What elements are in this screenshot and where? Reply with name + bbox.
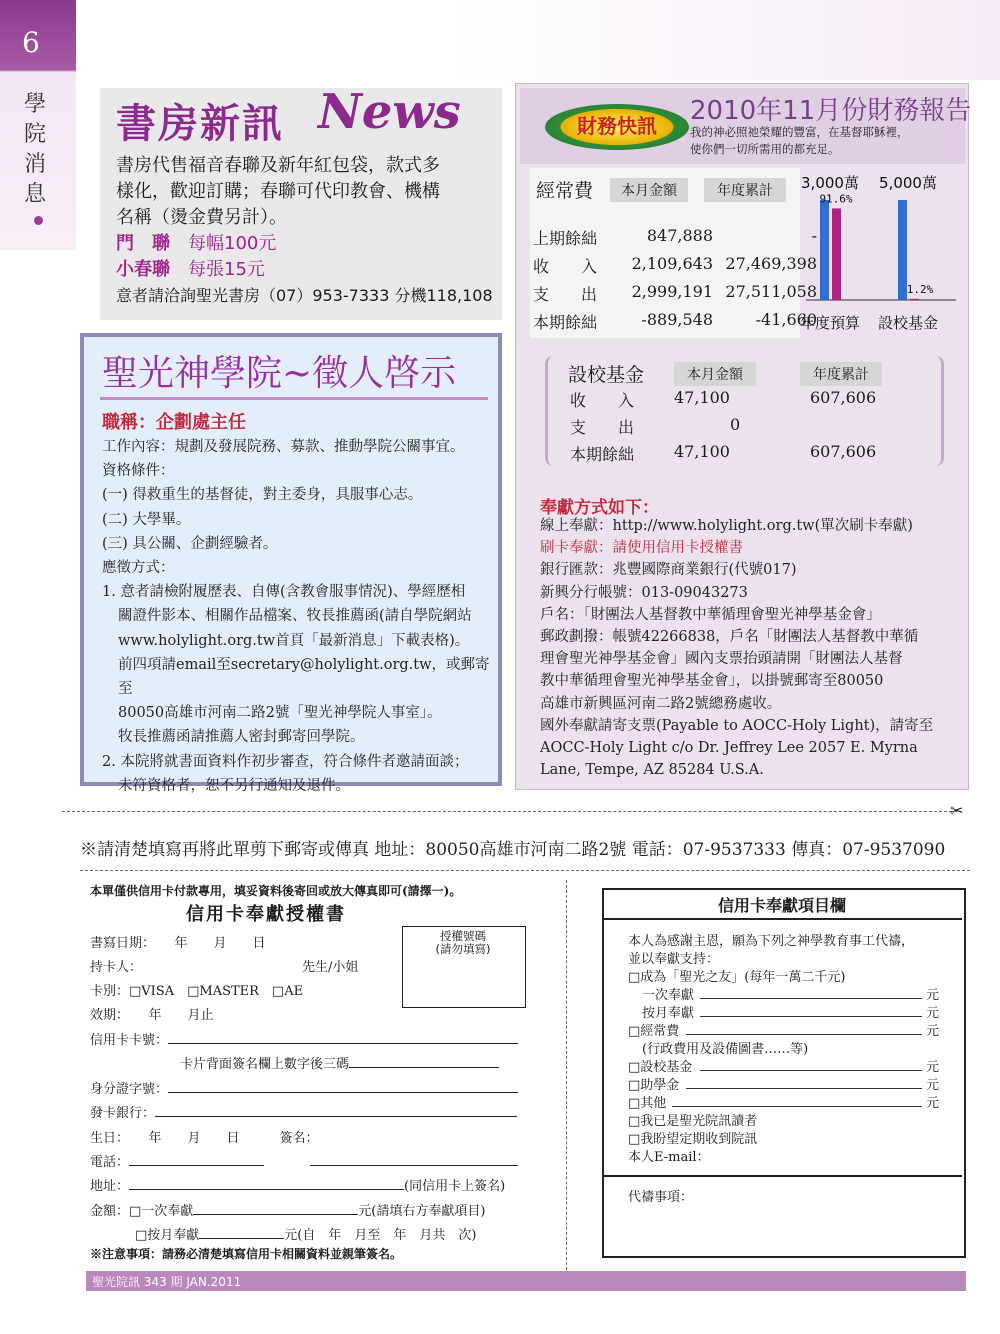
verse [690,124,960,158]
fund-label: 設校基金 [568,364,645,386]
job-line: 未符資格者，恕不另行通知及退件。 [118,777,350,794]
chart-category-label: 年度預算 [800,314,861,332]
subscribe-checkbox[interactable]: □我盼望定期收到院訊 [628,1132,758,1147]
birthday-field[interactable]: 生日： 年 月 日 簽名： [90,1131,319,1146]
unit-label: 元 [926,1060,940,1075]
unit-label: 元 [926,1078,940,1093]
job-body [102,435,492,798]
form-top-rule [80,870,970,871]
unit-label: 元 [926,1096,940,1111]
unit-label: 元 [926,988,940,1003]
job-line: 前四項請email至secretary@holylight.org.tw，或郵寄至 [118,656,490,698]
report-title: 2010年11月份財務報告 [690,96,972,126]
once-amount-line[interactable] [700,984,922,999]
chart-bar [832,208,841,300]
news-title-script: News [318,84,461,140]
job-position: 職稱：企劃處主任 [102,412,246,433]
monthly-label: 按月奉獻 [642,1006,695,1021]
card-number-field[interactable]: 信用卡卡號： [90,1029,518,1048]
news-body [116,153,496,309]
giving-title: 奉獻方式如下： [540,498,659,518]
bank-field[interactable]: 發卡銀行： [90,1102,517,1121]
verse-line: 使你們一切所需用的都充足。 [690,142,840,156]
other-checkbox[interactable]: □其他 [628,1096,667,1111]
job-line: 80050高雄市河南二路2號「聖光神學院人事室」。 [118,705,442,722]
email-field[interactable]: 本人E-mail： [628,1150,710,1165]
footer-text: 聖光院訊 343 期 JAN.2011 [92,1275,242,1289]
col-header-month: 本月金額 [610,178,688,202]
chart-bar [820,200,829,300]
unit-label: 元 [926,1006,940,1021]
col-header-year: 年度累計 [704,178,786,202]
date-field[interactable]: 書寫日期： 年 月 日 [90,936,266,951]
giving-line: Lane, Tempe, AZ 85284 U.S.A. [540,762,764,779]
news-line: 樣化，歡迎訂購；春聯可代印教會、機構 [116,181,440,202]
job-line: (一) 得救重生的基督徒，對主委身，具服事心志。 [102,487,423,504]
job-line: 工作內容：規劃及發展院務、募款、推動學院公關事宜。 [102,439,465,455]
id-number-field[interactable]: 身分證字號： [90,1078,518,1097]
giving-line: 郵政劃撥：帳號42266838，戶名「財團法人基督教中華循 [540,629,919,646]
col-header-year: 年度累計 [800,362,882,386]
giving-line: 刷卡奉獻：請使用信用卡授權書 [540,540,743,557]
once-label: 一次奉獻 [642,988,695,1003]
giving-line: 新興分行帳號：013-09043273 [540,584,748,601]
building-checkbox[interactable]: □設校基金 [628,1060,693,1075]
job-line: (三) 具公關、企劃經驗者。 [102,535,278,552]
monthly-field[interactable]: □按月奉獻 元(自 年 月至 年 月共 次) [135,1228,477,1243]
operating-amount-line[interactable] [686,1020,922,1035]
intro-line: 並以奉獻支持： [628,952,720,967]
budget-bar-chart [800,170,960,340]
header-band [76,0,1000,80]
giving-line: 教中華循理會聖光神學基金會」，以掛號郵寄至80050 [540,673,884,690]
giving-line: 戶名：「財團法人基督教中華循理會聖光神學基金會」 [540,606,881,623]
authorization-label: 授權號碼 (請勿填寫) [435,929,491,956]
job-line: 應徵方式： [102,560,175,577]
news-line: 書房代售福音春聯及新年紅包袋，款式多 [116,155,440,176]
friend-checkbox[interactable]: □成為「聖光之友」(每年一萬二千元) [628,970,846,985]
amount-field[interactable]: 金額：□一次奉獻 元(請填右方奉獻項目) [90,1204,486,1219]
bullet-dot [34,216,43,225]
form-footnote: ※注意事項：請務必清楚填寫信用卡相關資料並親筆簽名。 [90,1247,403,1261]
reader-checkbox[interactable]: □我已是聖光院訊讀者 [628,1114,758,1129]
chart-data-label: 1.2% [906,282,934,296]
news-title: 書房新訊 [116,100,284,147]
news-contact: 意者請洽詢聖光書房（07）953-7333 分機118,108 [116,286,493,305]
giving-line: 國外奉獻請寄支票(Payable to AOCC-Holy Light)，請寄至 [540,717,934,734]
card-type-field[interactable]: 卡別：□VISA □MASTER □AE [90,984,304,999]
phone-text: 電話：07-9537333 [631,840,786,860]
finance-badge-text: 財務快訊 [577,114,657,138]
giving-line: AOCC-Holy Light c/o Dr. Jeffrey Lee 2057 E. Myrna [540,740,918,757]
news-item: 門 聯 每幅100元 [116,233,277,254]
form-note: 本單僅供信用卡付款專用，填妥資料後寄回或放大傳真即可(請擇一)。 [90,884,462,898]
instruction-text: ※請清楚填寫再將此單剪下郵寄或傳真 [80,840,369,860]
job-line: 2. 本院將就書面資料作初步審查，符合條件者邀請面談； [102,753,469,770]
news-item: 小春聯 每張15元 [116,259,265,280]
job-line: www.holylight.org.tw首頁「最新消息」下載表格)。 [118,632,470,649]
form-title: 信用卡奉獻授權書 [186,904,346,925]
giving-body [540,515,960,781]
chart-bar [898,200,907,300]
news-line: 名稱（燙金費另計）。 [116,207,287,228]
giving-line: 銀行匯款：兆豐國際商業銀行(代號017) [540,562,797,579]
student-amount-line[interactable] [686,1074,922,1089]
chart-category-label: 設校基金 [877,314,939,332]
prayer-label[interactable]: 代禱事項： [628,1190,694,1205]
address-field[interactable]: 地址： (同信用卡上簽名) [90,1179,506,1194]
job-line: 牧長推薦函請推薦人密封郵寄回學院。 [118,729,365,746]
chart-scale-label: 3,000萬 [801,174,859,192]
holder-field[interactable]: 持卡人： 先生/小姐 [90,960,359,975]
job-line: (二) 大學畢。 [102,511,191,528]
job-title: 聖光神學院~徵人啓示 [102,353,457,394]
monthly-amount-line[interactable] [700,1002,922,1017]
fax-text: 傳真：07-9537090 [791,840,946,860]
operating-note: (行政費用及設備圖書……等) [642,1042,809,1057]
giving-line: 高雄市新興區河南二路2號總務處收。 [540,695,782,712]
giving-line: 線上奉獻：http://www.holylight.org.tw(單次刷卡奉獻) [540,518,913,534]
form-divider [566,880,567,1270]
job-line: 關證件影本、相關作品檔案、牧長推薦函(請自學院網站 [118,608,472,625]
col-header-month: 本月金額 [674,362,756,386]
chart-data-label: 91.6% [819,192,853,206]
building-amount-line[interactable] [700,1056,922,1071]
phone-field[interactable]: 電話： [90,1151,518,1170]
job-line: 1. 意者請檢附履歷表、自傳(含教會服事情況)、學經歷相 [102,584,466,601]
scissors-icon: ✂ [950,801,964,820]
other-amount-line[interactable] [672,1092,922,1107]
chart-bar [910,299,919,300]
page-number: 6 [22,26,40,59]
chart-scale-label: 5,000萬 [879,174,937,192]
verse-line: 我的神必照祂榮耀的豐富，在基督耶穌裡， [690,125,909,139]
giving-line: 理會聖光神學基金會」國內支票抬頭請開「財團法人基督 [540,651,903,668]
operating-checkbox[interactable]: □經常費 [628,1024,680,1039]
unit-label: 元 [926,1024,940,1039]
cvv-field[interactable]: 卡片背面簽名欄上數字後三碼 [180,1053,499,1072]
expiry-field[interactable]: 效期： 年 月止 [90,1008,214,1023]
operating-label: 經常費 [536,180,594,202]
divider [100,397,488,400]
intro-line: 本人為感謝主恩，願為下列之神學教育事工代禱， [628,934,915,949]
address-text: 地址：80050高雄市河南二路2號 [374,840,627,860]
job-line: 資格條件： [102,463,175,480]
mailing-instruction [80,835,945,860]
student-checkbox[interactable]: □助學金 [628,1078,680,1093]
donation-items-title: 信用卡奉獻項目欄 [717,896,846,915]
prayer-divider [602,1175,962,1177]
cut-line [62,811,962,812]
section-label: 學院消息 [24,92,47,207]
